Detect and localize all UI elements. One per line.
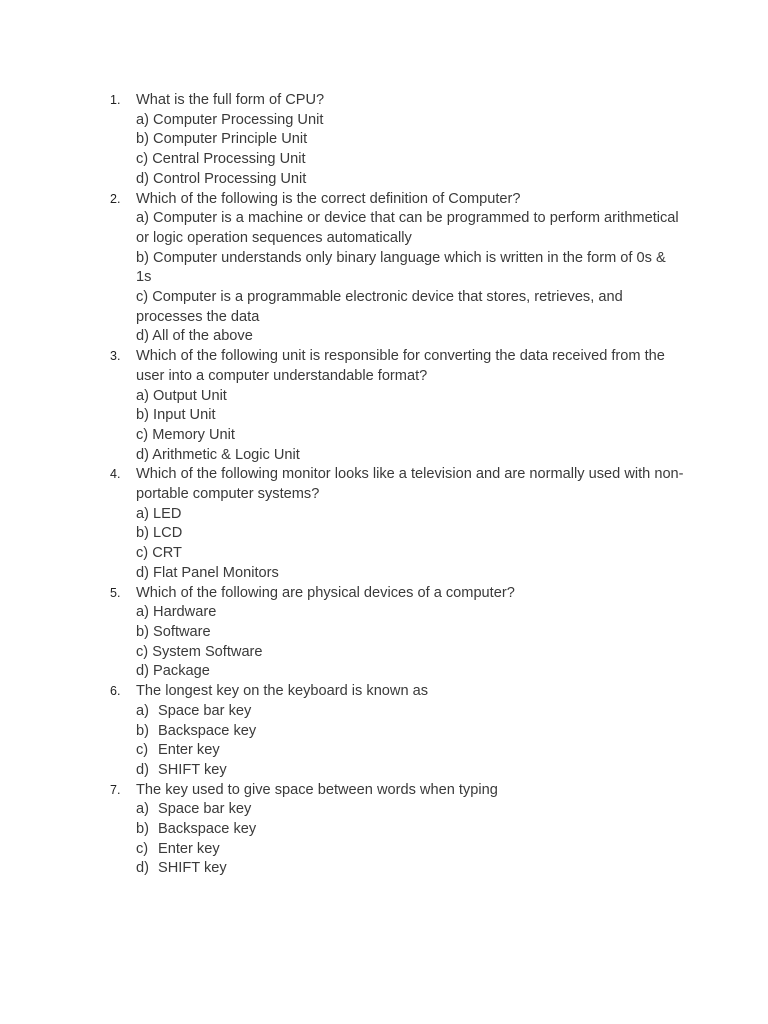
option-text: All of the above — [152, 328, 253, 345]
option-text: Input Unit — [153, 407, 216, 424]
answer-option — [136, 643, 684, 663]
answer-option — [136, 524, 684, 544]
option-text: SHIFT key — [158, 761, 227, 778]
answer-option — [136, 249, 684, 288]
question-number: 2. — [110, 191, 121, 206]
question-text: Which of the following is the correct definition of Computer? — [136, 190, 521, 207]
option-letter: a) — [136, 387, 149, 404]
option-letter: c) — [136, 151, 149, 168]
option-text: Software — [153, 623, 211, 640]
option-letter: c) — [136, 289, 149, 306]
option-text: Hardware — [153, 604, 217, 621]
question-number: 1. — [110, 93, 121, 107]
option-text: Backspace key — [158, 821, 257, 838]
answer-option — [136, 840, 684, 860]
answer-option — [136, 446, 684, 466]
option-letter: c) — [136, 742, 149, 759]
option-letter: b) — [136, 525, 149, 542]
option-letter: d) — [136, 564, 149, 581]
answer-option — [136, 859, 684, 879]
answer-option — [136, 800, 684, 820]
option-text: LED — [153, 505, 182, 522]
option-text: CRT — [152, 545, 182, 562]
option-letter: d) — [136, 860, 149, 877]
option-letter: b) — [136, 249, 149, 266]
option-letter: b) — [136, 407, 149, 424]
option-text: Output Unit — [153, 387, 227, 404]
answer-option — [136, 209, 684, 248]
option-letter: d) — [136, 663, 149, 680]
question-2 — [0, 190, 684, 348]
option-text: Enter key — [158, 742, 220, 759]
option-letter: d) — [136, 761, 149, 778]
answer-option — [136, 426, 684, 446]
question-text: What is the full form of CPU? — [136, 92, 325, 108]
option-text: Memory Unit — [152, 426, 235, 443]
option-text: Computer is a machine or device that can be programmed to perform arithmetical or logic operation sequences automatically — [136, 210, 679, 246]
option-letter: a) — [136, 604, 149, 621]
option-letter: a) — [136, 702, 149, 719]
option-text: SHIFT key — [158, 860, 227, 877]
option-text: LCD — [153, 525, 183, 542]
answer-option — [136, 662, 684, 682]
option-letter: b) — [136, 821, 149, 838]
answer-option — [136, 761, 684, 781]
question-text: Which of the following monitor looks like a television and are normally used with non-portable computer systems? — [136, 466, 684, 503]
option-letter: a) — [136, 210, 149, 227]
question-number: 6. — [110, 684, 121, 699]
option-text: Computer Principle Unit — [153, 131, 308, 148]
question-number: 5. — [110, 585, 121, 600]
answer-option — [136, 406, 684, 426]
option-text: System Software — [152, 643, 263, 660]
option-letter: c) — [136, 545, 149, 562]
option-text: Arithmetic & Logic Unit — [152, 446, 300, 463]
question-6 — [0, 682, 684, 781]
answer-option — [136, 623, 684, 643]
answer-option — [136, 820, 684, 840]
answer-option — [136, 544, 684, 564]
option-letter: d) — [136, 446, 149, 463]
option-text: Flat Panel Monitors — [153, 564, 279, 581]
question-text: Which of the following unit is responsible for converting the data received from the user into a computer understandable format? — [136, 348, 665, 384]
question-number: 4. — [110, 467, 121, 482]
answer-option — [136, 170, 684, 190]
answer-option — [136, 288, 684, 327]
question-number: 3. — [110, 349, 121, 364]
option-text: Backspace key — [158, 722, 257, 739]
answer-option — [136, 603, 684, 623]
question-7 — [0, 781, 684, 880]
question-5 — [0, 584, 684, 683]
option-text: Computer is a programmable electronic device that stores, retrieves, and processes the data — [136, 289, 623, 325]
answer-option — [136, 722, 684, 742]
answer-option — [136, 150, 684, 170]
answer-option — [136, 505, 684, 525]
option-text: Space bar key — [158, 702, 252, 719]
option-letter: c) — [136, 426, 149, 443]
option-letter: c) — [136, 840, 149, 857]
option-letter: b) — [136, 131, 149, 148]
option-text: Space bar key — [158, 801, 252, 818]
answer-option — [136, 702, 684, 722]
answer-option — [136, 387, 684, 407]
question-3 — [0, 347, 684, 465]
option-text: Package — [153, 663, 210, 680]
question-text: The key used to give space between words when typing — [136, 781, 498, 798]
answer-option — [136, 564, 684, 584]
option-letter: d) — [136, 170, 149, 187]
question-text: Which of the following are physical devices of a computer? — [136, 584, 515, 601]
option-letter: a) — [136, 801, 149, 818]
question-number: 7. — [110, 782, 121, 797]
option-text: Control Processing Unit — [153, 170, 307, 187]
option-letter: b) — [136, 623, 149, 640]
answer-option — [136, 327, 684, 347]
option-text: Computer Processing Unit — [153, 111, 324, 128]
question-1 — [0, 91, 684, 190]
option-letter: d) — [136, 328, 149, 345]
option-text: Computer understands only binary language which is written in the form of 0s & 1s — [136, 249, 666, 286]
answer-option — [136, 741, 684, 761]
option-text: Central Processing Unit — [152, 151, 306, 168]
answer-option — [136, 130, 684, 150]
option-letter: a) — [136, 505, 149, 522]
option-text: Enter key — [158, 840, 220, 857]
option-letter: c) — [136, 643, 149, 660]
question-text: The longest key on the keyboard is known as — [136, 683, 429, 700]
option-letter: b) — [136, 722, 149, 739]
option-letter: a) — [136, 111, 149, 128]
answer-option — [136, 111, 684, 131]
question-list — [0, 91, 768, 879]
question-4 — [0, 465, 684, 583]
